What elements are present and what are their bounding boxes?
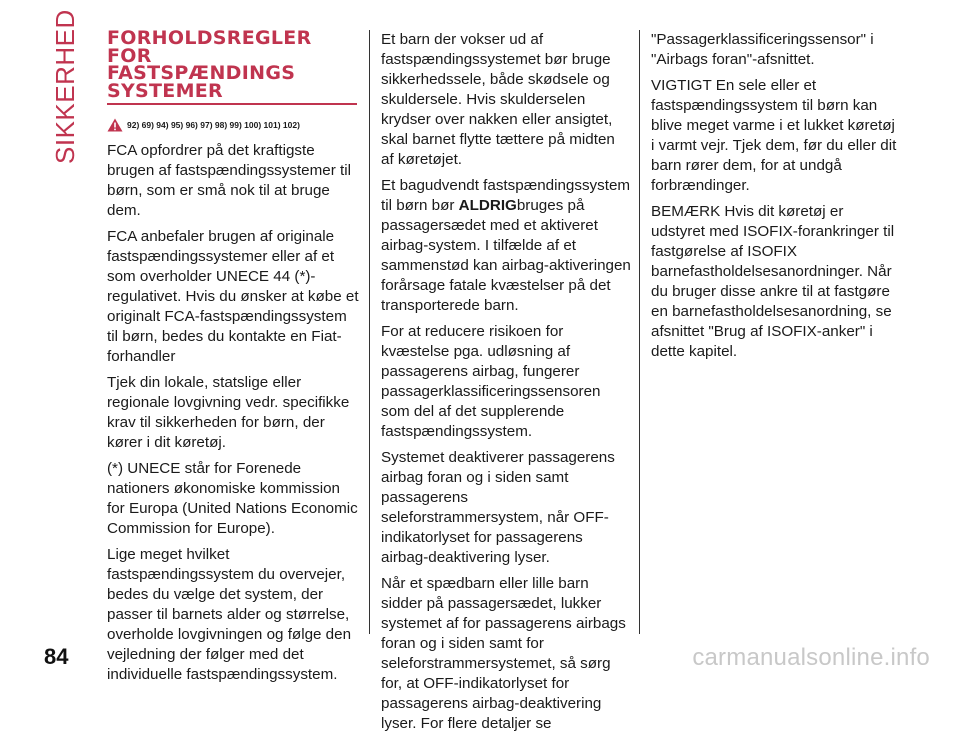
paragraph: FCA anbefaler brugen af originale fastspændingssystemer eller af et som overholder UNECE 44 (*)-regulativet. Hvis du ønsker at købe et originalt FCA-fastspændingssystem til børn, bedes du kontakte en Fiat-forhandler <box>107 228 359 365</box>
paragraph: Når et spædbarn eller lille barn sidder på passagersædet, lukker systemet af for passagerens airbags foran og i siden samt for seleforstrammersystemet, så sørg for, at OFF-indikatorlyset for passagerens airbag-deaktivering lyser. For flere detaljer se <box>381 575 626 732</box>
section-title-rule <box>107 103 357 105</box>
text-segment: Et bagudvendt fastspændingssystem til børn bør <box>381 177 631 214</box>
side-section-tab <box>50 9 80 164</box>
column-3 <box>651 30 901 368</box>
text-segment: bruges på passagersædet med et aktiveret airbag-system. I tilfælde af et sammenstød kan airbag-aktiveringen forårsage fatale kvæstelser på det transporterede barn. <box>381 197 631 314</box>
section-title-line-2: FOR <box>107 44 152 67</box>
section-title-line-1: FORHOLDSREGLER <box>107 27 312 49</box>
section-title-line-3: FASTSPÆNDINGS <box>107 62 296 84</box>
page-number: 84 <box>44 644 69 669</box>
column-divider-2 <box>639 30 640 634</box>
paragraph-bemaerk: BEMÆRK Hvis dit køretøj er udstyret med ISOFIX-forankringer til fastgørelse af ISOFIX barnefastholdelsesanordninger. Når du bruger disse ankre til at fastgøre en barnefastholdelsesanordning, se afsnittet "Brug af ISOFIX-anker" i dette kapitel. <box>651 203 895 360</box>
paragraph: (*) UNECE står for Forenede nationers økonomiske kommission for Europa (United Nations Economic Commission for Europe). <box>107 460 358 537</box>
paragraph-aldrig <box>381 176 631 316</box>
warning-triangle-icon <box>107 118 123 132</box>
column-divider-1 <box>369 30 370 634</box>
warning-references <box>107 115 359 135</box>
emphasis-aldrig: ALDRIG <box>458 197 517 214</box>
paragraph: Systemet deaktiverer passagerens airbag foran og i siden samt passagerens seleforstrammersystem, når OFF-indikatorlyset for passagerens airbag-deaktivering lyser. <box>381 449 615 566</box>
side-section-label: SIKKERHED <box>50 9 80 164</box>
paragraph: For at reducere risikoen for kvæstelse pga. udløsning af passagerens airbag, fungerer passagerklassificeringssensoren som del af det supplerende fastspændingssystem. <box>381 323 601 440</box>
paragraph: "Passagerklassificeringssensor" i "Airbags foran"-afsnittet. <box>651 31 874 68</box>
paragraph-vigtigt: VIGTIGT En sele eller et fastspændingssystem til børn kan blive meget varme i et lukket køretøj i varmt vejr. Tjek dem, før du eller dit barn rører dem, for at undgå forbrændinger. <box>651 77 897 194</box>
section-title <box>107 27 359 102</box>
paragraph: Tjek din lokale, statslige eller regionale lovgivning vedr. specifikke krav til sikkerheden for børn, der kører i dit køretøj. <box>107 374 350 451</box>
warning-reference-numbers: 92) 69) 94) 95) 96) 97) 98) 99) 100) 101) 102) <box>127 120 300 130</box>
paragraph: Lige meget hvilket fastspændingssystem du overvejer, bedes du vælge det system, der passer til barnets alder og størrelse, overholde lovgivningen og følge den vejledning der følger med det individuelle fastspændingssystem. <box>107 546 352 683</box>
paragraph: FCA opfordrer på det kraftigste brugen af fastspændingssystemer til børn, som er små nok til at bruge dem. <box>107 142 351 219</box>
paragraph: Et barn der vokser ud af fastspændingssystemet bør bruge sikkerhedssele, både skødsele og skuldersele. Hvis skulderselen krydser over nakken eller ansigtet, skal barnet flytte tættere på midten af køretøjet. <box>381 31 615 168</box>
section-title-line-4: SYSTEMER <box>107 79 223 102</box>
column-2 <box>381 30 631 740</box>
watermark-text: carmanualsonline.info <box>692 644 930 671</box>
column-1 <box>107 27 359 691</box>
